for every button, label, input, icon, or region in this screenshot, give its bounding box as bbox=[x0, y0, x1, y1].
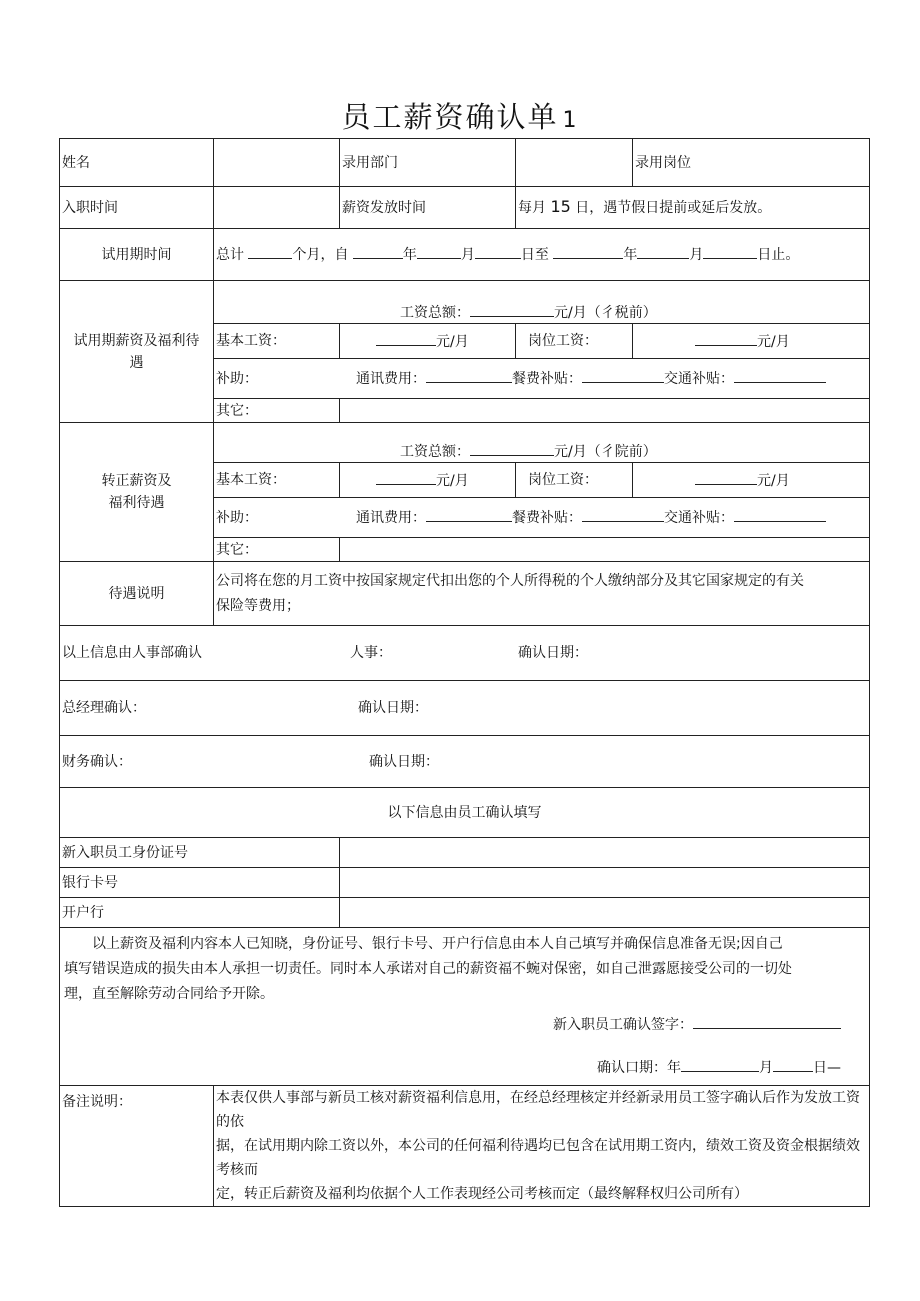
probation-post-field[interactable]: 元/月 bbox=[633, 324, 870, 359]
name-field[interactable] bbox=[214, 139, 340, 187]
regular-post-field[interactable]: 元/月 bbox=[633, 463, 870, 498]
regular-base-field[interactable]: 元/月 bbox=[340, 463, 516, 498]
regular-other-label: 其它： bbox=[214, 538, 340, 562]
statement-line-3: 理，直至解除劳动合同给予开除。 bbox=[64, 986, 274, 1002]
employee-section-header: 以下信息由员工确认填写 bbox=[60, 788, 870, 838]
regular-other-field[interactable] bbox=[340, 538, 870, 562]
probation-other-field[interactable] bbox=[340, 399, 870, 423]
probation-period-label: 试用期时间 bbox=[60, 229, 214, 281]
hr-confirm-row[interactable]: 以上信息由人事部确认 人事： 确认日期： bbox=[60, 626, 870, 681]
benefit-note-label: 待遇说明 bbox=[60, 562, 214, 626]
finance-confirm-row[interactable]: 财务确认： 确认日期： bbox=[60, 736, 870, 788]
regular-base-label: 基本工资： bbox=[214, 463, 340, 498]
probation-post-label: 岗位工资： bbox=[516, 324, 633, 359]
statement-line-2: 填写错误造成的损失由本人承担一切责任。同时本人承诺对自己的薪资福不蜿对保密，如自己泄露愿接受公司的一切处 bbox=[64, 961, 792, 977]
dept-field[interactable] bbox=[516, 139, 633, 187]
payday-text: 每月 15 日，遇节假日提前或延后发放。 bbox=[516, 187, 870, 229]
post-label: 录用岗位 bbox=[633, 139, 870, 187]
bank-card-field[interactable] bbox=[340, 868, 870, 898]
page-title: 员工薪资确认单 1 bbox=[341, 100, 579, 134]
regular-post-label: 岗位工资： bbox=[516, 463, 633, 498]
probation-other-label: 其它： bbox=[214, 399, 340, 423]
entry-date-field[interactable] bbox=[214, 187, 340, 229]
bank-card-label: 银行卡号 bbox=[60, 868, 340, 898]
id-number-label: 新入职员工身份证号 bbox=[60, 838, 340, 868]
benefit-note-text: 公司将在您的月工资中按国家规定代扣出您的个人所得税的个人缴纳部分及其它国家规定的有关 保险等费用； bbox=[214, 562, 870, 626]
probation-allowance-row[interactable]: 补助： 通讯费用： 餐费补贴： 交通补贴： bbox=[214, 359, 870, 399]
regular-pay-label: 转正薪资及 福利待遇 bbox=[60, 423, 214, 562]
salary-confirmation-form bbox=[59, 138, 870, 1207]
employee-statement bbox=[60, 928, 870, 1086]
probation-base-label: 基本工资： bbox=[214, 324, 340, 359]
bank-branch-field[interactable] bbox=[340, 898, 870, 928]
signature-line[interactable]: 新入职员工确认签字： bbox=[64, 1013, 865, 1038]
probation-period-text[interactable]: 总计 个月，自 年 月 日至 年 月 日止。 bbox=[214, 229, 870, 281]
id-number-field[interactable] bbox=[340, 838, 870, 868]
statement-date-line[interactable]: 确认口期：年 月 日— bbox=[64, 1056, 865, 1081]
probation-pay-label: 试用期薪资及福利待遇 bbox=[60, 281, 214, 423]
regular-allowance-row[interactable]: 补助： 通讯费用： 餐费补贴： 交通补贴： bbox=[214, 498, 870, 538]
name-label: 姓名 bbox=[60, 139, 214, 187]
payday-label: 薪资发放时间 bbox=[340, 187, 516, 229]
probation-base-field[interactable]: 元/月 bbox=[340, 324, 516, 359]
dept-label: 录用部门 bbox=[340, 139, 516, 187]
gm-confirm-row[interactable]: 总经理确认： 确认日期： bbox=[60, 681, 870, 736]
statement-line-1: 以上薪资及福利内容本人已知晓，身份证号、银行卡号、开户行信息由本人自己填写并确保信息准备无误;因自己 bbox=[92, 936, 783, 952]
probation-total-row[interactable]: 工资总额： 元/月（彳税前） bbox=[214, 281, 870, 324]
regular-total-row[interactable]: 工资总额： 元/月（彳院前） bbox=[214, 423, 870, 463]
entry-date-label: 入职时间 bbox=[60, 187, 214, 229]
bank-branch-label: 开户行 bbox=[60, 898, 340, 928]
remarks-text: 本表仅供人事部与新员工核对薪资福利信息用，在经总经理核定并经新录用员工签字确认后作为发放工资的依 据，在试用期内除工资以外，本公司的任何福利待遇均已包含在试用期工资内，绩效工资及资金根据绩效考核而 定，转正后薪资及福利均依据个人工作表现经公司考核而定（最终解释权归公司所有） bbox=[214, 1086, 870, 1207]
remarks-label: 备注说明： bbox=[60, 1086, 214, 1207]
